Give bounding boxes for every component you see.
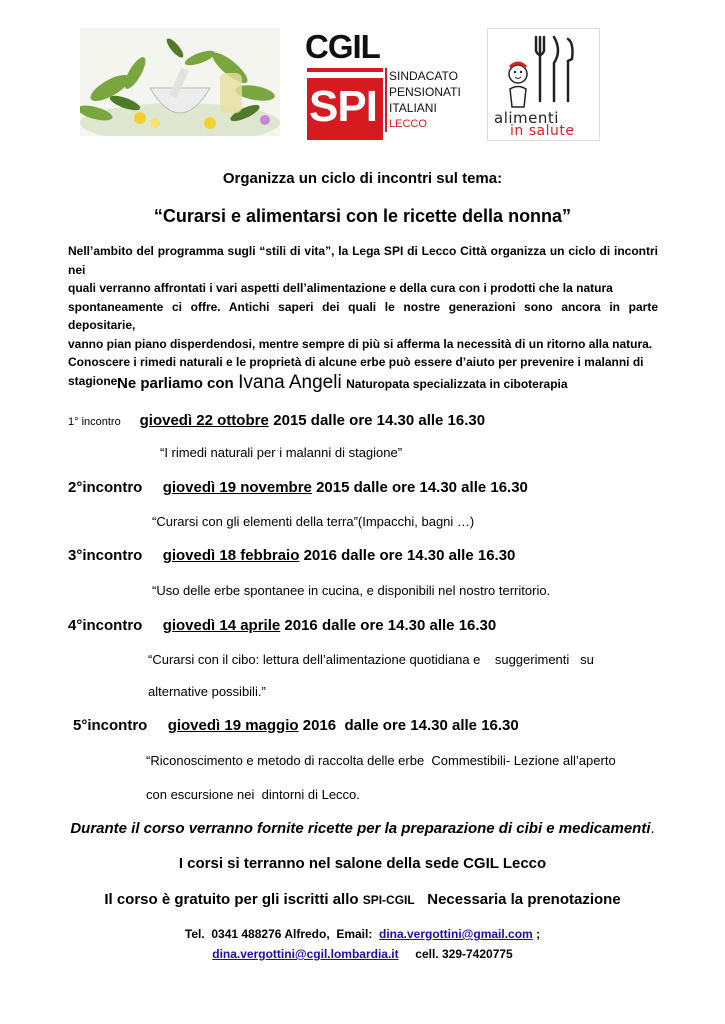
contact-line-2 [0,947,725,961]
cgil-wordmark: CGIL [305,28,380,65]
intro-line: Organizza un ciclo di incontri sul tema: [222,170,503,187]
meeting-topic: “Curarsi con gli elementi della terra”(Impacchi, bagni …) [152,514,475,529]
alimenti-text: alimenti [494,109,559,127]
description-line: stagione. [68,373,121,388]
recipes-note-period: . [650,820,655,837]
cgil-line-2: PENSIONATI [389,85,461,99]
meeting-topic: “Curarsi con il cibo: lettura dell’alimentazione quotidiana e suggerimenti su [148,652,594,667]
event-title: “Curarsi e alimentarsi con le ricette della nonna” [153,206,572,226]
description-line: spontaneamente ci offre. Antichi saperi dei quali le nostre generazioni sono ancora in parte depositarie, [68,299,658,332]
herbs-image [80,28,280,136]
free-tail: Necessaria la prenotazione [414,891,621,908]
cgil-line-1: SINDACATO [389,69,458,83]
meeting-time: 2016 dalle ore 14.30 alle 16.30 [284,617,497,634]
meeting-time: 2015 dalle ore 14.30 alle 16.30 [273,412,486,429]
speaker-prefix: Ne parliamo con [117,375,234,392]
meeting-topic: “Riconoscimento e metodo di raccolta delle erbe Commestibili- Lezione all’aperto [146,753,616,768]
email-link-gmail[interactable]: dina.vergottini@gmail.com [379,927,533,941]
meeting-date: giovedì 19 maggio [167,717,299,734]
meeting-4 [68,617,496,634]
description-line: Conoscere i rimedi naturali e le proprietà di alcune erbe può essere d’aiuto per prevenire i malanni di [68,355,644,369]
meeting-topic: alternative possibili.” [148,684,266,699]
meeting-topic: con escursione nei dintorni di Lecco. [146,787,360,802]
meeting-date: giovedì 22 ottobre [139,412,269,429]
meeting-label: 4°incontro [68,617,143,634]
spi-wordmark: SPI [309,82,377,131]
recipes-note [0,820,725,837]
meeting-topic: “I rimedi naturali per i malanni di stagione” [160,445,403,460]
cgil-city: LECCO [389,118,427,130]
spi-red-block [307,68,383,140]
meeting-date: giovedì 19 novembre [162,479,312,496]
contact-line-1 [0,927,725,941]
free-spi-cgil: SPI-CGIL [362,893,415,907]
meeting-label: 1° incontro [68,416,121,428]
contact-separator: ; [532,927,541,941]
meeting-5 [73,717,519,734]
recipes-note-text: Durante il corso verranno fornite ricette per la preparazione di cibi e medicamenti [70,820,651,837]
meeting-label: 5°incontro [73,717,148,734]
speaker-role: Naturopata specializzata in ciboterapia [346,377,568,391]
meeting-time: 2015 dalle ore 14.30 alle 16.30 [316,479,528,496]
cgil-side-text [385,68,461,132]
meeting-1 [68,412,485,430]
description-line: Nell’ambito del programma sugli “stili di vita”, la Lega SPI di Lecco Città organizza un ciclo di incontri nei [68,244,658,277]
free-line [0,891,725,908]
contact-tel: Tel. 0341 488276 Alfredo, Email: [184,927,379,941]
speaker-line [117,372,568,394]
meeting-time: 2016 dalle ore 14.30 alle 16.30 [302,717,519,734]
meeting-label: 2°incontro [68,479,143,496]
description-line: vanno pian piano disperdendosi, mentre sempre di più si afferma la necessità di un ritorno alla natura. [68,336,653,351]
meeting-3 [68,547,515,564]
free-text: Il corso è gratuito per gli iscritti allo [104,891,363,908]
meeting-date: giovedì 14 aprile [162,617,281,634]
speaker-name: Ivana Angeli [238,372,342,393]
alimenti-in-salute-logo [487,28,600,141]
description-line: quali verranno affrontati i vari aspetti dell’alimentazione e della cura con i prodotti che la natura [68,281,613,295]
email-link-cgil[interactable]: dina.vergottini@cgil.lombardia.it [212,947,399,961]
meeting-2 [68,479,528,496]
meeting-label: 3°incontro [68,547,143,564]
cgil-spi-logo [305,28,461,140]
venue-line: I corsi si terranno nel salone della sede CGIL Lecco [178,855,547,872]
cgil-line-3: ITALIANI [389,101,437,115]
in-salute-text: in salute [510,123,575,139]
meeting-time: 2016 dalle ore 14.30 alle 16.30 [303,547,516,564]
contact-cell: cell. 329-7420775 [398,947,513,961]
description-paragraph [68,242,658,390]
meeting-topic: “Uso delle erbe spontanee in cucina, e disponibili nel nostro territorio. [152,583,551,598]
meeting-date: giovedì 18 febbraio [162,547,300,564]
